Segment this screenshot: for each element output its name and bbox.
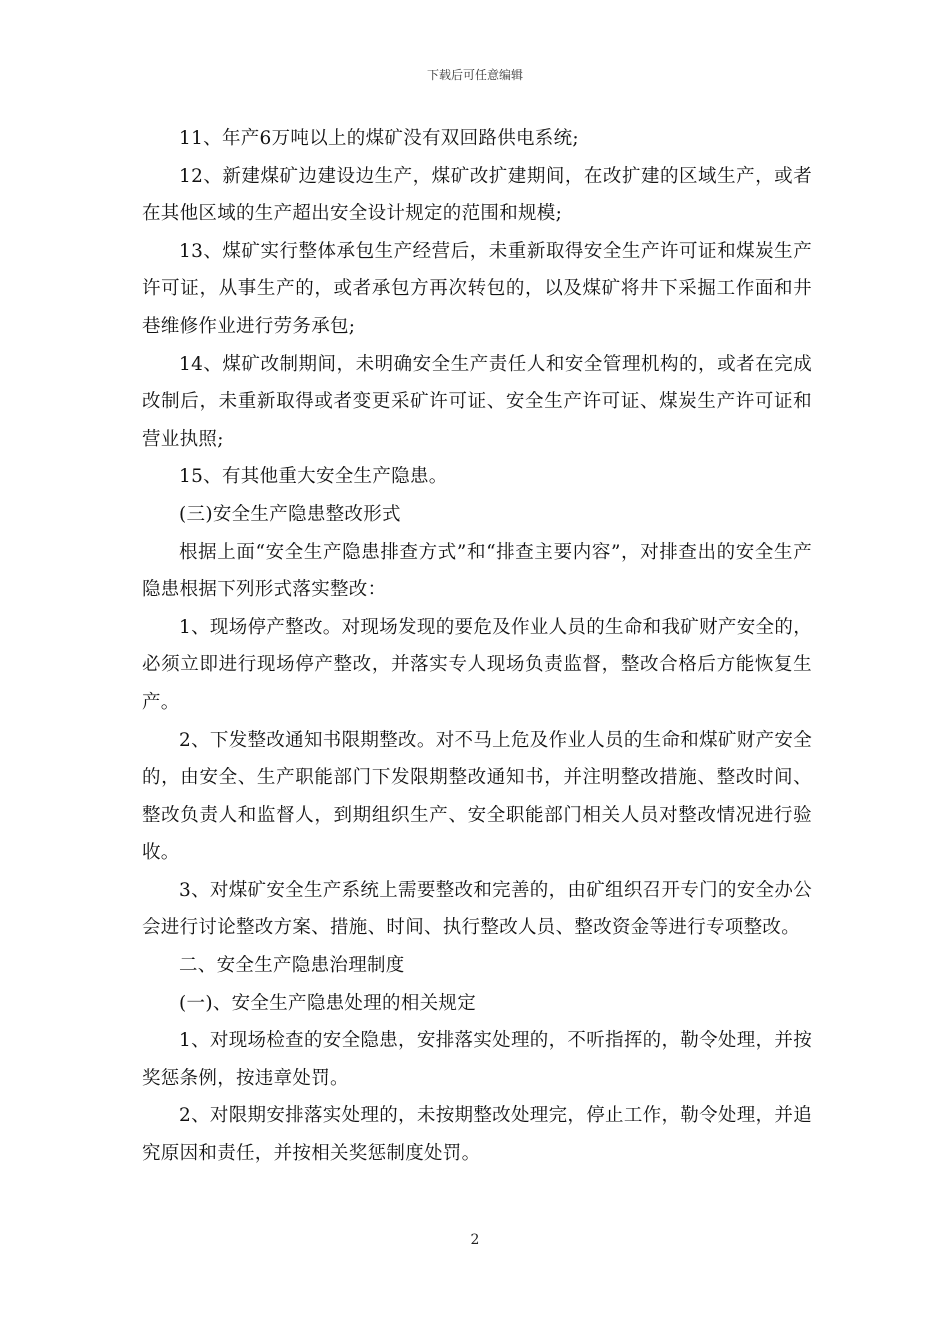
paragraph-rule-2: 2、对限期安排落实处理的，未按期整改处理完，停止工作，勒令处理，并追究原因和责任，并按相关奖惩制度处罚。 <box>142 1105 812 1165</box>
paragraph-item-12: 12、新建煤矿边建设边生产，煤矿改扩建期间，在改扩建的区域生产，或者在其他区域的生产超出安全设计规定的范围和规模; <box>142 165 812 225</box>
paragraph-intro: 根据上面“安全生产隐患排查方式”和“排查主要内容”，对排查出的安全生产隐患根据下列形式落实整改： <box>142 541 812 601</box>
document-body <box>142 120 812 1173</box>
paragraph-item-13: 13、煤矿实行整体承包生产经营后，未重新取得安全生产许可证和煤炭生产许可证，从事生产的，或者承包方再次转包的，以及煤矿将井下采掘工作面和井巷维修作业进行劳务承包; <box>142 240 812 337</box>
subsection-heading-regulations: (一)、安全生产隐患处理的相关规定 <box>179 992 477 1014</box>
page-number: 2 <box>470 1232 480 1248</box>
paragraph-form-3: 3、对煤矿安全生产系统上需要整改和完善的，由矿组织召开专门的安全办公会进行讨论整改方案、措施、时间、执行整改人员、整改资金等进行专项整改。 <box>142 879 812 939</box>
page-header: 下载后可任意编辑 <box>426 68 523 82</box>
paragraph-item-11: 11、年产6万吨以上的煤矿没有双回路供电系统; <box>179 128 579 149</box>
paragraph-form-2: 2、下发整改通知书限期整改。对不马上危及作业人员的生命和煤矿财产安全的，由安全、生产职能部门下发限期整改通知书，并注明整改措施、整改时间、整改负责人和监督人，到期组织生产、安全职能部门相关人员对整改情况进行验收。 <box>142 729 812 864</box>
paragraph-item-14: 14、煤矿改制期间，未明确安全生产责任人和安全管理机构的，或者在完成改制后，未重新取得或者变更采矿许可证、安全生产许可证、煤炭生产许可证和营业执照; <box>142 353 812 450</box>
paragraph-item-15: 15、有其他重大安全生产隐患。 <box>179 466 448 488</box>
section-heading-governance: 二、安全生产隐患治理制度 <box>179 955 405 977</box>
section-heading-rectification-forms: (三)安全生产隐患整改形式 <box>179 503 401 525</box>
paragraph-rule-1: 1、对现场检查的安全隐患，安排落实处理的，不听指挥的，勒令处理，并按奖惩条例，按违章处罚。 <box>142 1030 812 1089</box>
paragraph-form-1: 1、现场停产整改。对现场发现的要危及作业人员的生命和我矿财产安全的，必须立即进行现场停产整改，并落实专人现场负责监督，整改合格后方能恢复生产。 <box>142 616 812 713</box>
